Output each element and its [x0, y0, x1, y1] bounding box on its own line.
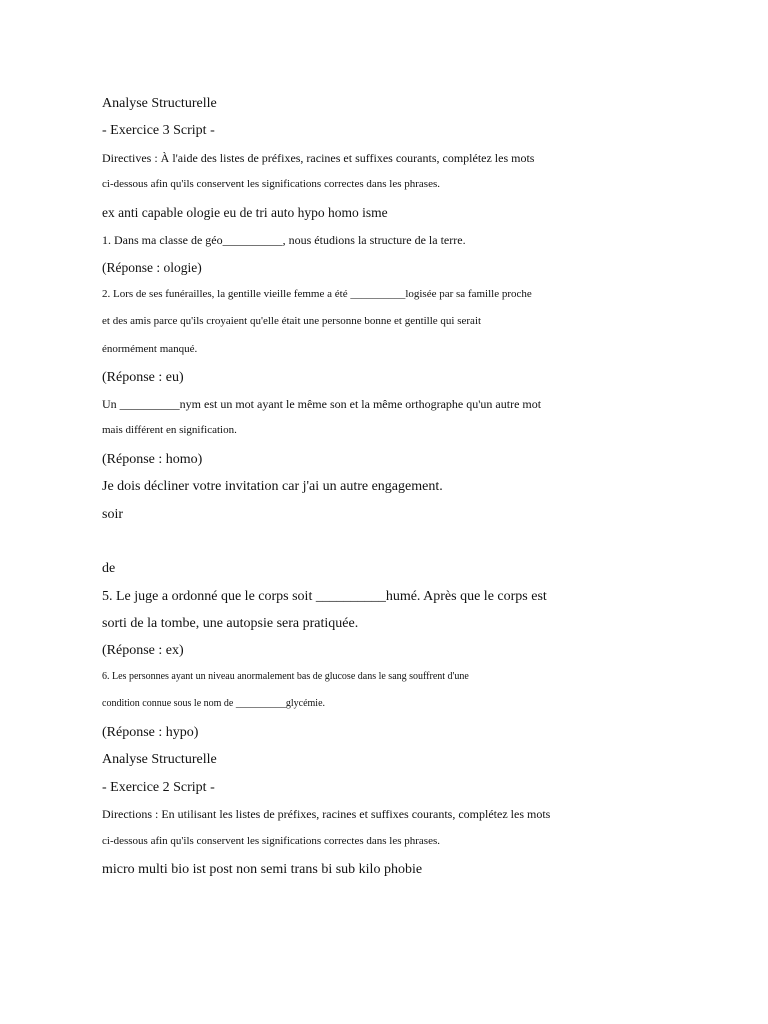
directives-line-1: Directives : À l'aide des listes de préfixes, racines et suffixes courants, complétez les mots — [102, 151, 535, 165]
question-2-line-3: énormément manqué. — [102, 343, 198, 355]
answer-1: (Réponse : ologie) — [102, 260, 202, 275]
answer-3: (Réponse : homo) — [102, 452, 203, 467]
question-1: 1. Dans ma classe de géo__________, nous étudions la structure de la terre. — [102, 233, 466, 247]
question-4-word-1: soir — [102, 507, 123, 522]
question-5-line-1: 5. Le juge a ordonné que le corps soit __________humé. Après que le corps est — [102, 589, 547, 604]
question-2-line-1: 2. Lors de ses funérailles, la gentille vieille femme a été __________logisée par sa famille proche — [102, 288, 532, 300]
question-3-line-2: mais différent en signification. — [102, 424, 237, 436]
question-3-line-1: Un __________nym est un mot ayant le même son et la même orthographe qu'un autre mot — [102, 397, 542, 411]
heading-analyse-structurelle: Analyse Structurelle — [102, 96, 217, 111]
word-bank-exercice-3: ex anti capable ologie eu de tri auto hypo homo isme — [102, 205, 388, 220]
question-5-line-2: sorti de la tombe, une autopsie sera pratiquée. — [102, 616, 359, 631]
answer-2: (Réponse : eu) — [102, 370, 184, 385]
question-4-sentence: Je dois décliner votre invitation car j'ai un autre engagement. — [102, 479, 443, 494]
question-2-line-2: et des amis parce qu'ils croyaient qu'elle était une personne bonne et gentille qui serait — [102, 315, 482, 327]
directions-line-1: Directions : En utilisant les listes de préfixes, racines et suffixes courants, complétez les mots — [102, 807, 551, 821]
question-6-line-2: condition connue sous le nom de __________glycémie. — [102, 698, 326, 709]
subheading-exercice-2: - Exercice 2 Script - — [102, 780, 215, 795]
question-6-line-1: 6. Les personnes ayant un niveau anormalement bas de glucose dans le sang souffrent d'une — [102, 671, 469, 682]
directions-line-2: ci-dessous afin qu'ils conservent les significations correctes dans les phrases. — [102, 835, 441, 847]
subheading-exercice-3: - Exercice 3 Script - — [102, 123, 215, 138]
answer-6: (Réponse : hypo) — [102, 725, 199, 740]
directives-line-2: ci-dessous afin qu'ils conservent les significations correctes dans les phrases. — [102, 178, 441, 190]
answer-5: (Réponse : ex) — [102, 643, 184, 658]
heading-analyse-structurelle-2: Analyse Structurelle — [102, 752, 217, 767]
question-4-word-2: de — [102, 561, 116, 576]
word-bank-exercice-2: micro multi bio ist post non semi trans bi sub kilo phobie — [102, 862, 423, 877]
